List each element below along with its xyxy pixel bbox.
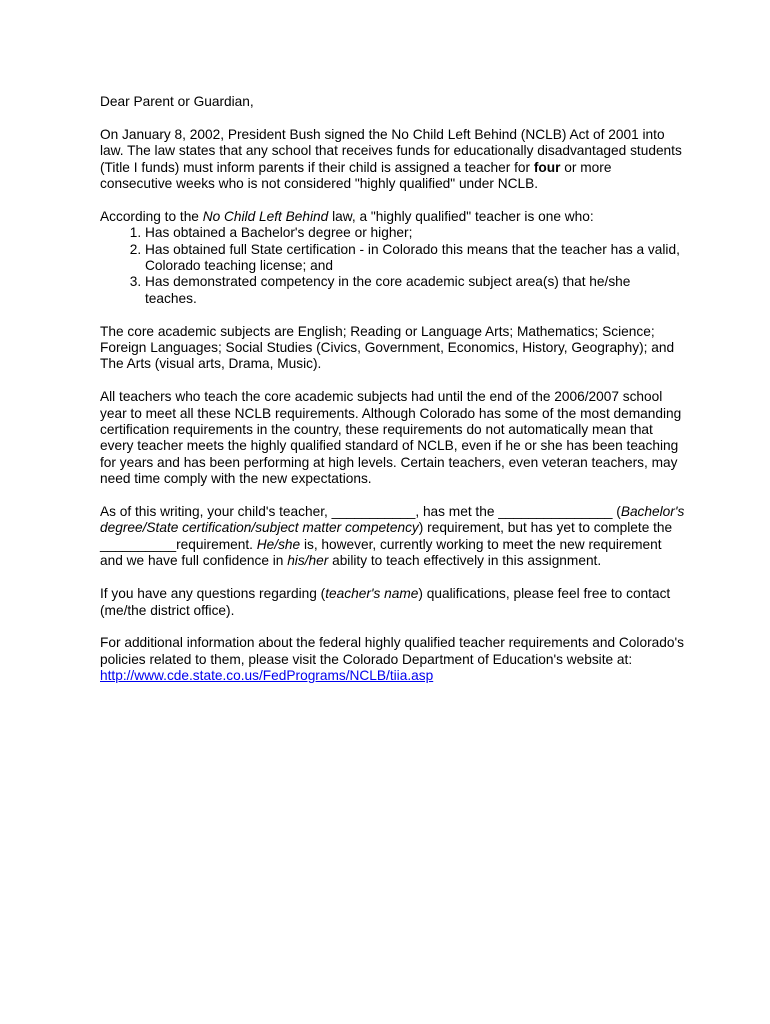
criteria-item: 3. Has demonstrated competency in the core academic subject area(s) that he/she teaches. (145, 274, 685, 307)
text: or more consecutive weeks who is not considered "highly qualified" under NCLB. (100, 159, 612, 192)
emphasis-four: four (533, 159, 561, 175)
text: is, however, currently working to meet the new requirement and we have full confidence in (100, 536, 662, 569)
salutation: Dear Parent or Guardian, (100, 94, 254, 109)
text: ) qualifications, please feel free to contact (me/the district office). (100, 586, 671, 618)
text: If you have any questions regarding ( (100, 586, 326, 602)
pronoun: He/she (256, 536, 301, 552)
act-name: No Child Left Behind (202, 208, 329, 224)
criteria-item: 2. Has obtained full State certification - in Colorado this means that the teacher has a valid, Colorado teaching license; and (145, 242, 685, 275)
paragraph-requirements: All teachers who teach the core academic subjects had until the end of the 2006/2007 school year to meet all these NCLB requirements. Although Colorado has some of the most demanding certification requirements in the country, these requirements do not automatically mean that every teacher meets the highly qualified standard of NCLB, even if he or she has been teaching for years and has been performing at high levels. Certain teachers, even veteran teachers, may need time comply with the new expectations. (100, 389, 682, 487)
requirement-options: Bachelor's degree/State certification/subject matter competency (100, 504, 685, 536)
text: For additional information about the federal highly qualified teacher requirements and Colorado's policies related to them, please visit the Colorado Department of Education's website at: (100, 635, 684, 667)
paragraph-more-info (100, 635, 685, 684)
criteria-item: 1. Has obtained a Bachelor's degree or higher; (145, 225, 685, 241)
paragraph-core-subjects: The core academic subjects are English; Reading or Language Arts; Mathematics; Science; Foreign Languages; Social Studies (Civics, Government, Economics, History, Geography); and The Arts (visual arts, Drama, Music). (100, 323, 675, 372)
text: As of this writing, your child's teacher, ___________, has met the _______________ ( (100, 504, 621, 520)
paragraph-teacher-status (100, 504, 685, 570)
teacher-name-placeholder: teacher's name (325, 586, 419, 602)
text: On January 8, 2002, President Bush signed the No Child Left Behind (NCLB) Act of 2001 into law. The law states that any school that receives funds for educationally disadvantaged students (Title I funds) must inform parents if their child is assigned a teacher for (100, 126, 682, 175)
paragraph-definition (100, 209, 685, 225)
text: ) requirement, but has yet to complete the __________requirement. (100, 520, 673, 552)
pronoun: his/her (287, 553, 329, 569)
text: law, a "highly qualified" teacher is one who: (328, 208, 594, 224)
criteria-list (100, 225, 685, 307)
cde-website-link[interactable]: http://www.cde.state.co.us/FedPrograms/NCLB/tiia.asp (100, 668, 434, 684)
letter-body (100, 94, 685, 701)
text: ability to teach effectively in this assignment. (328, 553, 602, 569)
paragraph-nclb-intro (100, 127, 685, 193)
text: According to the (100, 208, 203, 224)
paragraph-questions (100, 586, 685, 619)
